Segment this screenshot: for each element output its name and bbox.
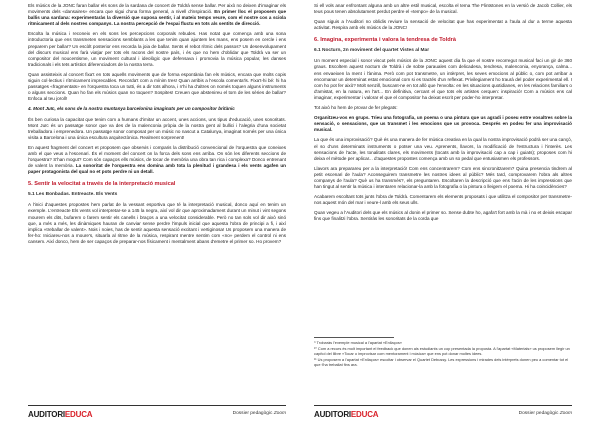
dossier-label: Dossier pedagògic Zoom	[518, 411, 572, 416]
dossier-label: Dossier pedagògic Zoom	[232, 411, 286, 416]
paragraph: Tot això ho hem de provar de fer plegats:	[314, 105, 398, 111]
paragraph: Si ell vols anar enfrontant alguna amb un altre estil musical, escolta el tema The Flintstones en la versió de Jacob Collier, els teus pous tenen absolutament perdut perdre el «tempo» de la musical.	[314, 3, 572, 15]
paragraph: Els músics de la JONC faran ballar els sons de la sardana de concert de Toldrà sense ballar. Per això no deixen d'imaginar els moviments dels «dansaires» encara que sigui d'una forma general, a nivell d'inspiració. En primer lloc el proposem que ballis una sardana: experimentaràs la diversió que suposa sentir, i al mateix temps veure, com el nostre cos a sciola rítmicament al dels nostres companys. La nostra percepció de l'espai fluctu en tots als sentits de direcció.	[28, 3, 287, 27]
paragraph: És ben curiosa la capacitat que tenim com a humans d'imitar un accent, unes accions, uns tipus d'educació, unes sonoritats. Mont Juïc és un passatge sonor que va des de la malenconia pròpia de la nostra gent al bullici i l'alegria d'una societat treballadora i emprenedora. Un passatge sonor composat per un músic no nascut a Catalunya, imaginat només per una única visita a Barcelona i una única escultura arquitectònica. Realment sorprenent!	[28, 116, 286, 140]
paragraph: Acabarem escoltant tots junts l'obra de Toldrà. Comentarem els elements proposats i que utilitza el compositor per transmetre-nos aquest món del mar i veure-l amb els seus ulls.	[314, 194, 572, 206]
footer-rule	[314, 405, 572, 406]
paragraph: Llavors ara preparareu per a la interpretació! Com ens concentrarem? Com ens sincronitzarem? Quina presencia tindrem al petit escenari de l'aula? Aconseguirem transmetre les nostres idees al públic? Més tard, comprovarem l'obra als altres companys de l'aula? Què us ha transmès?, els preguntaren. Escoltaren la descripció que ens l'acin de les impressions que han tingut al sentir la música i intentaren relacionar-la amb la fotografia o la pintura o lleigem el poema. Hi ha coincidències?	[314, 165, 572, 190]
auditori-educa-logo: AUDITORIEDUCA	[314, 410, 379, 419]
subsection-heading-5-1: 5.1 Les Bonbadas. Entreacte. Els Vents	[28, 192, 118, 198]
paragraph-bold: Organitzeu-vos en grups. Trieu una fotografia, un poema o una pintura que us agradi i poseu entre vosaltres sobre la sensació, o sensacions, que us transmet i les emocions que us provoca. Després en podeu fer una improvisació musical.	[314, 115, 572, 133]
paragraph: A l'inici d'aquestes propostes hem parlat de la vessant esportiva que té la interpretació musical, donco aquí en tenim un exemple. L'entreacte Els vents vol interpretar-se a 145 la negra, així vol dir que aproximadament durant un minut i vint segons mourem els dits, bufarem o farem sentir els canells i braços a una velocitat considerable. Però no tan sols vol dir això sinó que, a més a més, les dinàmiques hauran de canviar sense perdre l'impuls inicial que aquesta l'obra de principi a fi, i així implica «treballar de valent». Nois i noies, has de sentir aquesta sensació excitant i vertiginosa! Us proposem una manera de fer-ho: Iniciareu-nos a moure's, situarla al ritme de la música, respirant mentre sentim com «no» perdem el control ni ens cansem. Així donco, hem de ser capaços de preparar-nos físicament i mentalment abans d'emetre el primer so. Ho provem?	[28, 202, 286, 244]
footnote-divider	[314, 337, 394, 338]
paragraph: Quan siguis a l'Auditori no oblidis reviure la sensació de velocitat que has experimentat a l'aula al dur a terme aquesta activitat. Respira amb els músics de la JONC!	[314, 19, 572, 31]
section-heading-6: 6. Imagina, experimenta i valora la tendresa de Toldrà	[314, 37, 456, 44]
paragraph: Escolta la música i reconeix en els sons les percepcions corporals rebudes. Has notat que comença amb una sona introductoria que ens transmeten sensacions semblants a les que tenim quan ajuntem les mans, ens posem en cercle i ens preparem per ballar? Un escòlt posterior ens recorda la joia de ballar. Sents el rebot rítmic dels passos? Un desenvolupament del discurs musical ens farà viatjar per tots els racons del nostre país, i és que no hem d'oblidar que Toldrà va ser un compositor del noucentisme, un moviment cultural i ideològic que defensava i promovia la música popular, les danses tradicionals i els tets artístics diferenciadors de la nostra terra.	[28, 31, 286, 67]
paragraph: En aquest fragment del concert et proposem que observis i comparis la distribució convencional de l'orquestra que coneixes amb el que veus a l'escenari. És el moment del concert on la forca dels sons ens arriba. On són les diferents seccions de l'orquestra? S'han mogut? Com són capaços ells músics, de tocar de memòria una obra tan rica i complexa? Donco entrenant de valent la memòria. La sonoritat de l'orquestra ens domina amb tota la plenitud i grandesa i els vents agafen un paper protagonista del qual no et pots perdre ni un detall.	[28, 144, 286, 175]
footnote: ¹⁰ Com a recurs és molt important el feedback que donen als estudiants un cop presentada la proposta. A l'apartat «Materials» us proposem llegir un capítol del llibre «Tocar o improvisar com mentorament i música» que ens pot donar moltes idees.	[314, 346, 570, 356]
paragraph: Quan vegeu a l'Auditori dels que els músics al donin el primer so. Sense dubte ho, agafa't fort amb la mà i no et deixis escapar fins que finalitzi l'obra. Sentiràs les sonoritats de la corda que	[314, 210, 572, 222]
section-heading-4: 4. Mont Juïc, els sons de la nostra muntanya barcelonina imaginats per un compositor britànic	[28, 106, 235, 112]
right-footer	[314, 405, 572, 421]
footer-rule	[28, 405, 286, 406]
footnote: ⁹ Trobaràs l'exemple musical a l'apartat «Enllaços»	[314, 340, 402, 345]
auditori-educa-logo: AUDITORIEDUCA	[28, 410, 93, 419]
left-footer	[28, 405, 286, 421]
footnote: ¹¹ Us proposem a l'apartat «Enllaços» escoltar i observar el Quartet Debussy. Les expressions i mirades dels intèrprets donen peu a comentar tot el que t'ha treballat fins ara.	[314, 357, 569, 367]
section-heading-5: 5. Sentir la velocitat a través de la interpretació musical	[28, 181, 176, 188]
footnotes	[314, 340, 572, 368]
paragraph: Quan assisteixis al concert fixa't en tots aquells moviments que de forma espontània fan els músics, encara que molts copis siguin col·lectius i rítmicament imprecables. Recorda't com a mínim tres! Quan arribis a l'escola comenta'ls. Fixa't-hi bé: hi ha passatges «fragmentats» en l'orquestra toca un tutti, és a dir tots alhora, i n'hi ha d'altres on només toquen alguns instruments o alguns seccions. Quan ho fan els músics quan no toquen? Sospites! Creuen que abstenireu el torn de les sèries de ballar? Enfoca al teu joroll!	[28, 71, 286, 102]
subsection-heading-6-1: 6.1 Nocturn, 2n moviment del quartet Vistes al Mar	[314, 48, 430, 54]
paragraph: Un moment especial i sonor viscut pels músics de la JONC aquest dia fa que el nostre recorregut musical faci un gir de 360 graus. Escoltem aquest nocturn de Toldrà i de sobte parauales com delicadesa, tendresa, malenconia, enyorança, calma... ens envaeixen la ment i l'ànima. Però com pot transmetre, un intèrpret, les seves emocions al públic o, com pot arribar a encomanar un determinat estat emocional com si es tractés d'un reflexat. Privilegiament ho traurà del poder experimental ell. I com ho pot fer això? Molt senzill, buscant-ne en tot allò que l'envolta: en les situacions quotidianes, en les relacions familiars o d'amistat, en la natura, en l'art... En definitiva, cercant el que tots els artistes cerquen: inspiració! Com a músics ens cal imaginar, experimentar i valorar el que el compositor ha deixat escrit per poder-ho interpretar.	[314, 58, 572, 100]
paragraph: La que és una improvisació? Què és una manera de fer música creativa en la qual la nostra improvisació podrà ser una cançó, el so d'uns determinats instruments o potser una veu. Aprenents, llavors, la modificació de l'estructura i l'interès. Les sensacions de l'acte, les tonalitats clares, els moviments (tocats amb la improvisació cap a cap i guiats); proposes com hi deixa el mètode per aplicar... d'aquestes propostes comença amb un so pedal que entusiasmen els professors.	[314, 137, 572, 161]
